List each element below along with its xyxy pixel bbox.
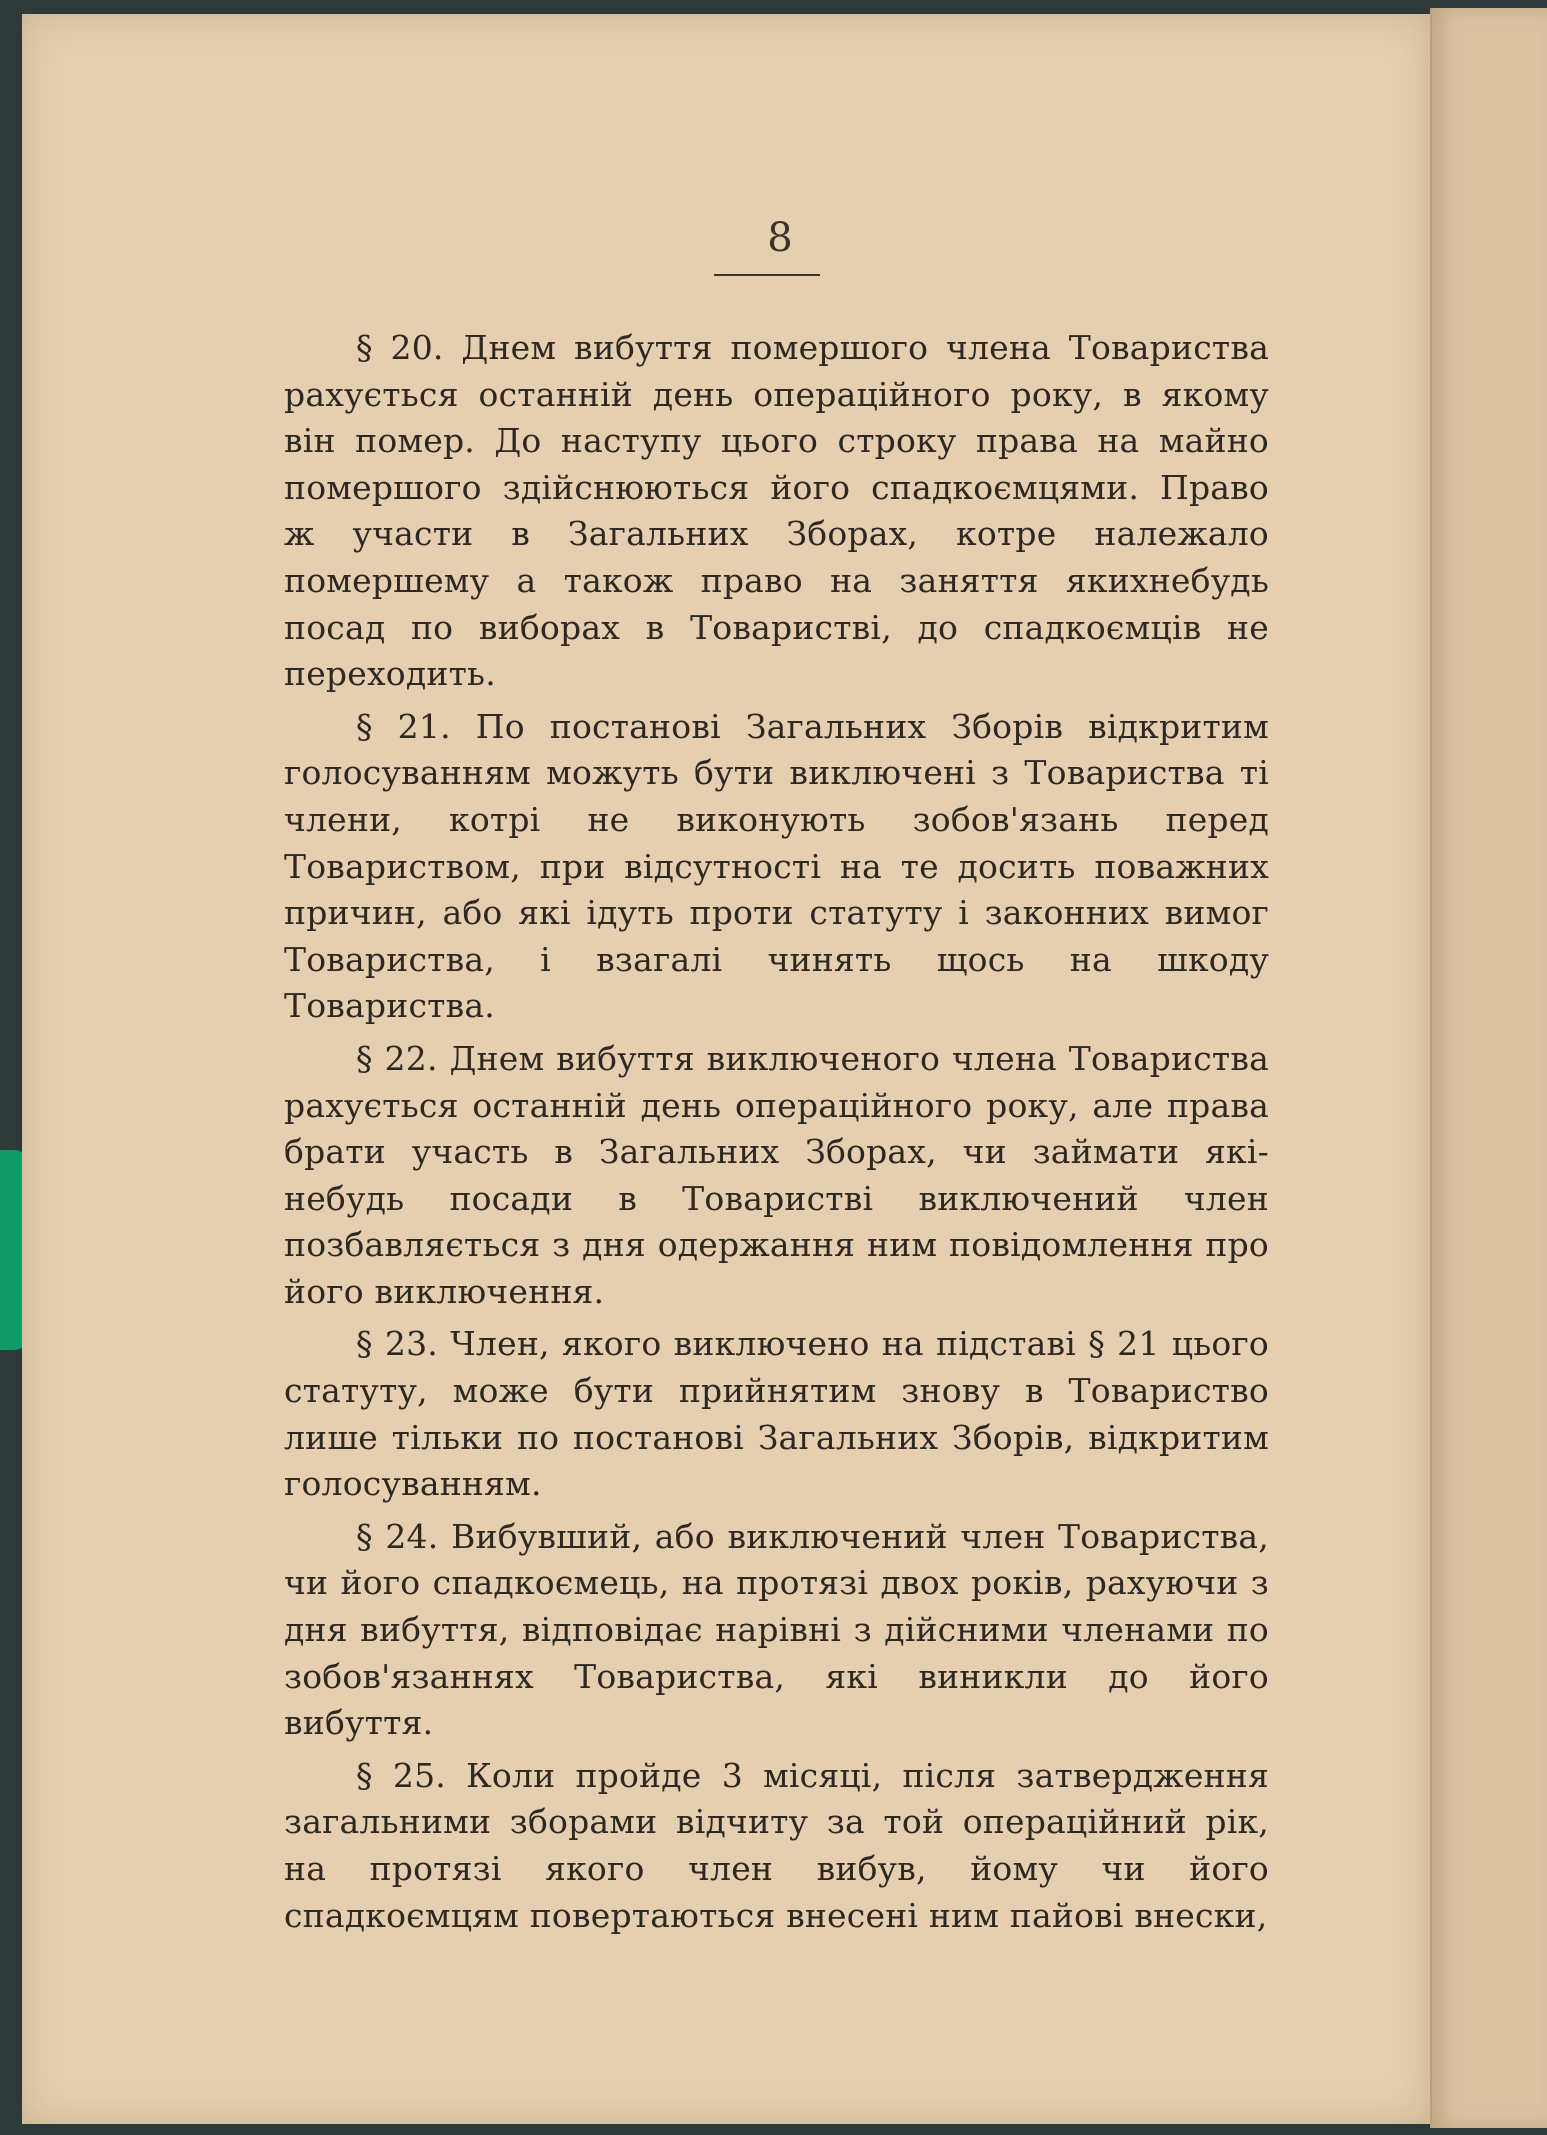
next-page-edge [1430,8,1547,2128]
paragraph-21: § 21. По постанові Загальних Зборів відкритим голосуванням можуть бути виключені з Товариства ті члени, котрі не виконують зобов'язань перед Товариством, при відсутності на те досить поважних причин, або які ідуть проти статуту і законних вимог Товариства, і взагалі чинять щось на шкоду Товариства. [284,706,1269,1026]
body-text [284,325,1269,1945]
paragraph-24: § 24. Вибувший, або виключений член Товариства, чи його спадкоємець, на протязі двох років, рахуючи з дня вибуття, відповідає нарівні з дійсними членами по зобов'язаннях Товариства, які виникли до його вибуття. [284,1516,1269,1743]
paragraph-20: § 20. Днем вибуття помершого члена Товариства рахується останній день операційного року, в якому він помер. До наступу цього строку права на майно помершого здійснюються його спадкоємцями. Право ж участи в Загальних Зборах, котре належало помершему а також право на заняття якихнебудь посад по виборах в Товаристві, до спадкоємців не переходить. [284,328,1269,694]
page-number: 8 [767,215,793,261]
paragraph-23: § 23. Член, якого виключено на підставі § 21 цього статуту, може бути прийнятим знову в Товариство лише тільки по постанові Загальних Зборів, відкритим голосуванням. [284,1324,1269,1504]
paragraph-22: § 22. Днем вибуття виключеного члена Товариства рахується останній день операційного року, але права брати участь в Загальних Зборах, чи займати які-небудь посади в Товаристві виключений член позбавляється з дня одержання ним повідомлення про його виключення. [284,1038,1269,1311]
paragraph-25: § 25. Коли пройде 3 місяці, після затвердження загальними зборами відчиту за той операційний рік, на протязі якого член вибув, йому чи його спадкоємцям повертаються внесені ним пайові внески, [284,1755,1269,1935]
page-number-rule [714,274,820,276]
